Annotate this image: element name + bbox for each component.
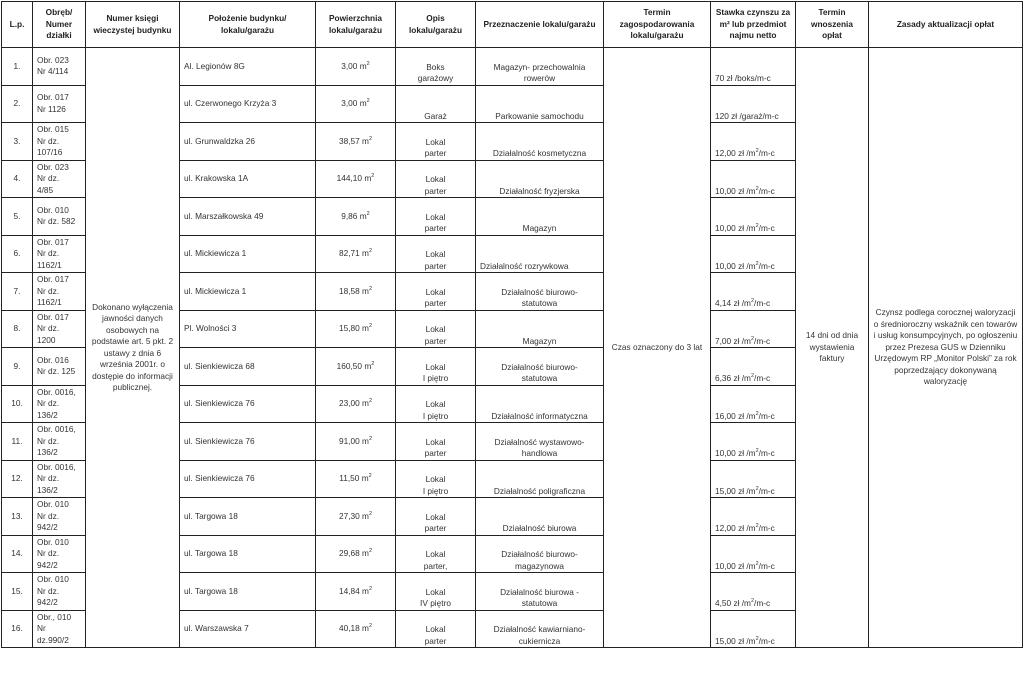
cell-area (316, 498, 396, 536)
header-zasady: Zasady aktualizacji opłat (869, 2, 1023, 48)
area-value: 3,00 (341, 98, 358, 108)
cell-purpose: Magazyn (476, 310, 604, 348)
rate-period: /m-c (758, 260, 775, 271)
cell-description: Lokal parter (396, 498, 476, 536)
cell-rate (711, 310, 796, 348)
cell-lp: 16. (2, 610, 33, 648)
cell-lp: 11. (2, 423, 33, 461)
area-value: 3,00 (341, 60, 358, 71)
cell-obreb: Obr. 023 Nr 4/114 (33, 48, 86, 86)
rate-sup: 2 (750, 298, 755, 305)
cell-description: Lokal parter (396, 235, 476, 273)
area-unit-sup: 2 (368, 248, 373, 255)
area-unit: m (359, 60, 367, 71)
area-unit: m (362, 435, 369, 446)
header-obreb: Obręb/ Numer działki (33, 2, 86, 48)
rate-period: /m-c (758, 448, 775, 458)
rate-sup: 2 (755, 635, 759, 642)
cell-address: ul. Grunwaldzka 26 (180, 123, 316, 161)
header-polozenie: Położenie budynku/ lokalu/garażu (180, 2, 316, 48)
cell-area (316, 273, 396, 311)
cell-address: Al. Legionów 8G (180, 48, 316, 86)
area-unit: m (362, 135, 369, 146)
cell-description: Lokal parter (396, 610, 476, 648)
rate-sup: 2 (755, 410, 759, 417)
cell-description: Lokal parter (396, 160, 476, 198)
area-unit-sup: 2 (366, 210, 370, 217)
rate-sup: 2 (755, 560, 759, 567)
cell-address: ul. Marszałkowska 49 (180, 198, 316, 236)
cell-obreb: Obr. 016 Nr dz. 125 (33, 348, 86, 386)
cell-purpose: Działalność biurowa - statutowa (476, 573, 604, 611)
cell-address: ul. Sienkiewicza 76 (180, 385, 316, 423)
cell-address: ul. Sienkiewicza 68 (180, 348, 316, 386)
rate-sup: 2 (755, 448, 759, 455)
area-unit: m (362, 510, 369, 521)
area-unit-sup: 2 (368, 548, 373, 555)
rate-value: 4,50 zł /m (715, 598, 751, 608)
area-unit: m (362, 248, 369, 258)
cell-lp: 6. (2, 235, 33, 273)
area-value: 40,18 (338, 623, 360, 633)
cell-termin-wnoszenia: 14 dni od dnia wystawienia faktury (796, 48, 869, 648)
cell-obreb: Obr. 010 Nr dz. 582 (33, 198, 86, 236)
lease-offer-table (1, 1, 1023, 648)
cell-address: ul. Warszawska 7 (180, 610, 316, 648)
rate-period: /m-c (758, 523, 775, 533)
area-unit: m (364, 173, 372, 183)
cell-description: Lokal I piętro (396, 385, 476, 423)
area-value: 91,00 (338, 435, 360, 446)
area-value: 11,50 (339, 473, 360, 483)
cell-rate (711, 235, 796, 273)
area-unit: m (362, 398, 369, 408)
cell-purpose: Działalność informatyczna (476, 385, 604, 423)
rate-value: 10,00 zł /m (715, 185, 756, 196)
cell-area (316, 573, 396, 611)
area-value: 18,58 (338, 285, 360, 296)
cell-description: Lokal parter, (396, 535, 476, 573)
rate-period: /m-c (758, 148, 775, 158)
cell-obreb: Obr. 0016, Nr dz. 136/2 (33, 423, 86, 461)
cell-purpose: Działalność poligraficzna (476, 460, 604, 498)
rate-value: 15,00 zł /m (715, 635, 756, 646)
cell-address: ul. Targowa 18 (180, 573, 316, 611)
area-unit-sup: 2 (368, 398, 373, 405)
rate-value: 12,00 zł /m (715, 523, 756, 533)
cell-termin-zagospodarowania: Czas oznaczony do 3 lat (604, 48, 711, 648)
rate-period: /m-c (754, 373, 771, 383)
area-unit: m (361, 473, 369, 483)
rate-period: /m-c (754, 598, 771, 608)
rate-sup: 2 (755, 523, 759, 530)
area-unit: m (362, 623, 369, 633)
area-value: 82,71 (338, 248, 360, 258)
area-unit-sup: 2 (368, 510, 373, 517)
header-stawka: Stawka czynszu za m² lub przedmiot najmu netto (711, 2, 796, 48)
area-value: 29,68 (338, 548, 360, 558)
header-row (2, 2, 1023, 48)
cell-rate (711, 385, 796, 423)
cell-lp: 12. (2, 460, 33, 498)
header-lp: L.p. (2, 2, 33, 48)
rate-sup: 2 (755, 148, 759, 155)
cell-address: Pl. Wolności 3 (180, 310, 316, 348)
rate-value: 4,14 zł /m (715, 298, 751, 308)
area-unit: m (362, 323, 369, 333)
rate-value: 10,00 zł /m (715, 260, 756, 271)
cell-address: ul. Sienkiewicza 76 (180, 460, 316, 498)
area-value: 23,00 (338, 398, 360, 408)
rate-value: 10,00 zł /m (715, 560, 756, 571)
rate-sup: 2 (750, 598, 755, 605)
area-unit: m (362, 548, 369, 558)
rate-value: 10,00 zł /m (715, 448, 756, 458)
rate-sup: 2 (750, 335, 755, 342)
cell-address: ul. Mickiewicza 1 (180, 235, 316, 273)
area-unit-sup: 2 (368, 435, 373, 442)
cell-purpose: Działalność kosmetyczna (476, 123, 604, 161)
cell-obreb: Obr. 010 Nr dz. 942/2 (33, 535, 86, 573)
cell-purpose: Magazyn (476, 198, 604, 236)
cell-obreb: Obr. 017 Nr dz. 1162/1 (33, 235, 86, 273)
area-value: 144,10 (336, 173, 363, 183)
cell-lp: 9. (2, 348, 33, 386)
area-value: 15,80 (338, 323, 360, 333)
area-value: 14,84 (338, 585, 360, 596)
cell-rate (711, 610, 796, 648)
cell-description: Lokal parter (396, 310, 476, 348)
area-value: 9,86 (341, 210, 358, 221)
cell-description: Lokal I piętro (396, 348, 476, 386)
cell-obreb: Obr. 0016, Nr dz. 136/2 (33, 385, 86, 423)
table-row (2, 48, 1023, 86)
area-unit-sup: 2 (368, 323, 373, 330)
cell-lp: 13. (2, 498, 33, 536)
cell-area (316, 535, 396, 573)
cell-area (316, 198, 396, 236)
cell-rate (711, 348, 796, 386)
cell-obreb: Obr. 017 Nr dz. 1162/1 (33, 273, 86, 311)
cell-obreb: Obr. 010 Nr dz. 942/2 (33, 498, 86, 536)
cell-area (316, 460, 396, 498)
cell-obreb: Obr. 0016, Nr dz. 136/2 (33, 460, 86, 498)
header-przeznaczenie: Przeznaczenie lokalu/garażu (476, 2, 604, 48)
area-unit: m (359, 210, 367, 221)
cell-zasady-aktualizacji: Czynsz podlega corocznej waloryzacji o średnioroczny wskaźnik cen towarów i usług konsumpcyjnych, po ogłoszeniu przez Prezesa GUS w Dzienniku Urzędowym RP „Monitor Polski” za rok poprzedzający dokonywaną waloryzację (869, 48, 1023, 648)
cell-description: Lokal parter (396, 273, 476, 311)
cell-description: Boks garażowy (396, 48, 476, 86)
rate-period: /m-c (758, 560, 775, 571)
cell-lp: 15. (2, 573, 33, 611)
rate-value: 15,00 zł /m (715, 485, 756, 496)
header-termin-zagospodarowania: Termin zagospodarowania lokalu/garażu (604, 2, 711, 48)
cell-description: Lokal I piętro (396, 460, 476, 498)
cell-purpose: Działalność wystawowo- handlowa (476, 423, 604, 461)
header-kw: Numer księgi wieczystej budynku (86, 2, 180, 48)
rate-sup: 2 (755, 185, 759, 192)
area-value: 27,30 (338, 510, 360, 521)
cell-obreb: Obr. 017 Nr dz. 1200 (33, 310, 86, 348)
rate-sup: 2 (750, 373, 755, 380)
cell-description: Lokal IV piętro (396, 573, 476, 611)
cell-rate (711, 573, 796, 611)
area-unit: m (359, 98, 367, 108)
rate-period: /m-c (758, 185, 775, 196)
area-unit: m (362, 585, 369, 596)
cell-rate (711, 460, 796, 498)
cell-purpose: Parkowanie samochodu (476, 85, 604, 123)
cell-description: Garaż (396, 85, 476, 123)
cell-lp: 10. (2, 385, 33, 423)
cell-area (316, 48, 396, 86)
rate-value: 7,00 zł /m (715, 335, 751, 346)
cell-rate (711, 160, 796, 198)
header-powierzchnia: Powierzchnia lokalu/garażu (316, 2, 396, 48)
cell-rate (711, 535, 796, 573)
area-unit-sup: 2 (368, 623, 373, 630)
cell-purpose: Działalność biurowa (476, 498, 604, 536)
rate-sup: 2 (755, 485, 759, 492)
area-unit-sup: 2 (366, 60, 370, 67)
cell-address: ul. Targowa 18 (180, 498, 316, 536)
cell-area (316, 160, 396, 198)
rate-period: /m-c (758, 223, 775, 233)
area-unit-sup: 2 (368, 285, 373, 292)
cell-lp: 14. (2, 535, 33, 573)
cell-obreb: Obr. 017 Nr 1126 (33, 85, 86, 123)
rate-sup: 2 (755, 223, 759, 230)
rate-sup: 2 (755, 260, 759, 267)
cell-lp: 1. (2, 48, 33, 86)
cell-rate (711, 198, 796, 236)
rate-period: /m-c (758, 635, 775, 646)
cell-area (316, 310, 396, 348)
rate-period: /m-c (758, 410, 775, 421)
cell-address: ul. Sienkiewicza 76 (180, 423, 316, 461)
cell-obreb: Obr. 010 Nr dz. 942/2 (33, 573, 86, 611)
area-unit-sup: 2 (368, 135, 373, 142)
cell-purpose: Działalność biurowo- magazynowa (476, 535, 604, 573)
cell-lp: 3. (2, 123, 33, 161)
cell-lp: 2. (2, 85, 33, 123)
cell-obreb: Obr. 015 Nr dz. 107/16 (33, 123, 86, 161)
cell-lp: 4. (2, 160, 33, 198)
cell-area (316, 423, 396, 461)
cell-address: ul. Czerwonego Krzyża 3 (180, 85, 316, 123)
cell-description: Lokal parter (396, 123, 476, 161)
cell-area (316, 235, 396, 273)
cell-description: Lokal parter (396, 198, 476, 236)
area-unit-sup: 2 (366, 98, 370, 105)
cell-address: ul. Mickiewicza 1 (180, 273, 316, 311)
area-value: 38,57 (338, 135, 360, 146)
cell-purpose: Magazyn- przechowalnia rowerów (476, 48, 604, 86)
cell-lp: 5. (2, 198, 33, 236)
cell-purpose: Działalność rozrywkowa (476, 235, 604, 273)
cell-purpose: Działalność kawiarniano- cukiernicza (476, 610, 604, 648)
area-unit-sup: 2 (368, 585, 373, 592)
area-unit-sup: 2 (368, 473, 372, 480)
rate-period: /m-c (758, 485, 775, 496)
rate-value: 16,00 zł /m (715, 410, 756, 421)
rate-period: /m-c (754, 335, 771, 346)
cell-purpose: Działalność biurowo- statutowa (476, 348, 604, 386)
area-unit: m (362, 285, 369, 296)
rate-value: 6,36 zł /m (715, 373, 751, 383)
cell-area (316, 123, 396, 161)
rate-value: 70 zł /boks/m-c (715, 73, 771, 83)
header-termin-wnoszenia: Termin wnoszenia opłat (796, 2, 869, 48)
cell-obreb: Obr., 010 Nr dz.990/2 (33, 610, 86, 648)
header-opis: Opis lokalu/garażu (396, 2, 476, 48)
rate-value: 120 zł /garaż/m-c (715, 110, 779, 121)
cell-lp: 8. (2, 310, 33, 348)
cell-kw-note: Dokonano wyłączenia jawności danych osobowych na podstawie art. 5 pkt. 2 ustawy z dnia 6 września 2001r. o dostępie do informacji publicznej. (86, 48, 180, 648)
rate-value: 12,00 zł /m (715, 148, 756, 158)
cell-lp: 7. (2, 273, 33, 311)
cell-rate (711, 273, 796, 311)
cell-purpose: Działalność biurowo- statutowa (476, 273, 604, 311)
area-value: 160,50 (336, 360, 363, 371)
area-unit: m (364, 360, 372, 371)
cell-rate (711, 498, 796, 536)
rate-period: /m-c (754, 298, 771, 308)
rate-value: 10,00 zł /m (715, 223, 756, 233)
cell-area (316, 610, 396, 648)
cell-address: ul. Krakowska 1A (180, 160, 316, 198)
area-unit-sup: 2 (371, 360, 375, 367)
area-unit-sup: 2 (371, 173, 375, 180)
cell-rate (711, 123, 796, 161)
cell-area (316, 348, 396, 386)
cell-rate (711, 85, 796, 123)
cell-purpose: Działalność fryzjerska (476, 160, 604, 198)
cell-rate (711, 48, 796, 86)
cell-area (316, 85, 396, 123)
cell-address: ul. Targowa 18 (180, 535, 316, 573)
cell-description: Lokal parter (396, 423, 476, 461)
cell-rate (711, 423, 796, 461)
cell-obreb: Obr. 023 Nr dz. 4/85 (33, 160, 86, 198)
cell-area (316, 385, 396, 423)
